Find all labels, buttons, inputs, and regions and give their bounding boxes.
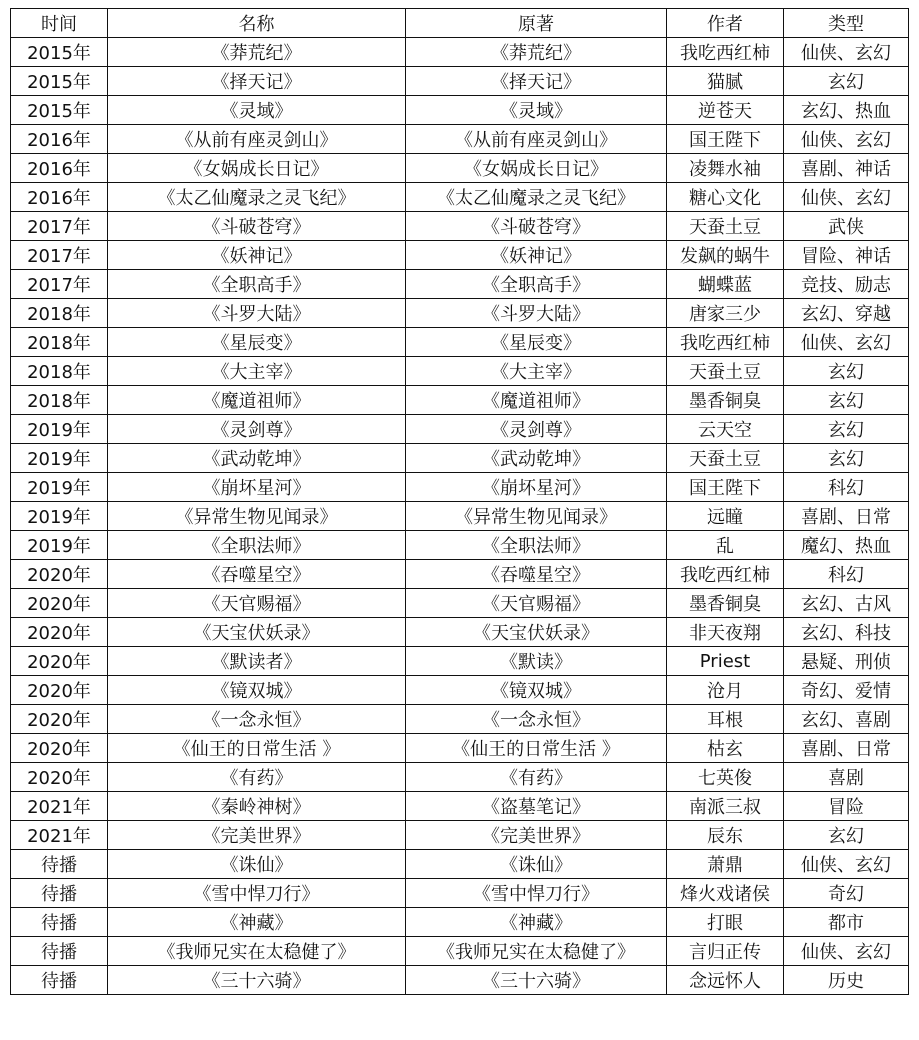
cell-genre: 仙侠、玄幻 (784, 125, 909, 154)
cell-original: 《太乙仙魔录之灵飞纪》 (406, 183, 667, 212)
table-row (11, 734, 909, 763)
cell-genre: 科幻 (784, 473, 909, 502)
cell-author: 国王陛下 (667, 125, 784, 154)
table-row (11, 531, 909, 560)
cell-genre: 玄幻 (784, 357, 909, 386)
cell-author: 天蚕土豆 (667, 444, 784, 473)
table-row (11, 705, 909, 734)
cell-genre: 玄幻 (784, 415, 909, 444)
cell-name: 《大主宰》 (108, 357, 406, 386)
cell-time: 2016年 (11, 154, 108, 183)
cell-time: 待播 (11, 879, 108, 908)
cell-genre: 玄幻 (784, 67, 909, 96)
cell-name: 《全职法师》 (108, 531, 406, 560)
cell-name: 《有药》 (108, 763, 406, 792)
cell-author: 念远怀人 (667, 966, 784, 995)
cell-author: 我吃西红柿 (667, 38, 784, 67)
table-row (11, 415, 909, 444)
cell-author: 国王陛下 (667, 473, 784, 502)
cell-genre: 悬疑、刑侦 (784, 647, 909, 676)
cell-original: 《神藏》 (406, 908, 667, 937)
cell-original: 《斗罗大陆》 (406, 299, 667, 328)
cell-genre: 奇幻 (784, 879, 909, 908)
cell-name: 《雪中悍刀行》 (108, 879, 406, 908)
cell-name: 《默读者》 (108, 647, 406, 676)
table-row (11, 850, 909, 879)
table-row (11, 937, 909, 966)
cell-author: 发飙的蜗牛 (667, 241, 784, 270)
cell-time: 待播 (11, 908, 108, 937)
cell-name: 《魔道祖师》 (108, 386, 406, 415)
header-time: 时间 (11, 9, 108, 38)
cell-genre: 玄幻、穿越 (784, 299, 909, 328)
cell-name: 《崩坏星河》 (108, 473, 406, 502)
cell-author: 南派三叔 (667, 792, 784, 821)
cell-name: 《从前有座灵剑山》 (108, 125, 406, 154)
cell-genre: 玄幻、科技 (784, 618, 909, 647)
cell-time: 2020年 (11, 589, 108, 618)
header-row (11, 9, 909, 38)
cell-genre: 竞技、励志 (784, 270, 909, 299)
cell-name: 《太乙仙魔录之灵飞纪》 (108, 183, 406, 212)
cell-name: 《三十六骑》 (108, 966, 406, 995)
cell-name: 《神藏》 (108, 908, 406, 937)
cell-time: 待播 (11, 966, 108, 995)
cell-author: 沧月 (667, 676, 784, 705)
cell-time: 2020年 (11, 560, 108, 589)
cell-time: 2020年 (11, 647, 108, 676)
cell-original: 《武动乾坤》 (406, 444, 667, 473)
cell-genre: 科幻 (784, 560, 909, 589)
cell-author: 非天夜翔 (667, 618, 784, 647)
cell-time: 2017年 (11, 241, 108, 270)
cell-name: 《完美世界》 (108, 821, 406, 850)
cell-genre: 仙侠、玄幻 (784, 850, 909, 879)
cell-genre: 冒险 (784, 792, 909, 821)
cell-original: 《吞噬星空》 (406, 560, 667, 589)
cell-original: 《大主宰》 (406, 357, 667, 386)
cell-name: 《斗破苍穹》 (108, 212, 406, 241)
table-row (11, 270, 909, 299)
cell-name: 《莽荒纪》 (108, 38, 406, 67)
cell-time: 2021年 (11, 821, 108, 850)
cell-original: 《斗破苍穹》 (406, 212, 667, 241)
cell-time: 2021年 (11, 792, 108, 821)
cell-genre: 玄幻、喜剧 (784, 705, 909, 734)
cell-original: 《仙王的日常生活 》 (406, 734, 667, 763)
cell-genre: 喜剧 (784, 763, 909, 792)
table-row (11, 763, 909, 792)
cell-original: 《魔道祖师》 (406, 386, 667, 415)
cell-genre: 武侠 (784, 212, 909, 241)
cell-time: 2020年 (11, 618, 108, 647)
cell-genre: 玄幻 (784, 444, 909, 473)
cell-time: 2019年 (11, 444, 108, 473)
cell-genre: 玄幻 (784, 821, 909, 850)
cell-author: 耳根 (667, 705, 784, 734)
table-row (11, 618, 909, 647)
cell-name: 《妖神记》 (108, 241, 406, 270)
cell-original: 《完美世界》 (406, 821, 667, 850)
header-genre: 类型 (784, 9, 909, 38)
cell-original: 《默读》 (406, 647, 667, 676)
cell-author: 逆苍天 (667, 96, 784, 125)
cell-genre: 玄幻 (784, 386, 909, 415)
table-row (11, 473, 909, 502)
table-row (11, 792, 909, 821)
table-row (11, 908, 909, 937)
cell-original: 《妖神记》 (406, 241, 667, 270)
cell-time: 2018年 (11, 386, 108, 415)
cell-name: 《镜双城》 (108, 676, 406, 705)
cell-name: 《斗罗大陆》 (108, 299, 406, 328)
cell-original: 《异常生物见闻录》 (406, 502, 667, 531)
cell-name: 《择天记》 (108, 67, 406, 96)
cell-original: 《择天记》 (406, 67, 667, 96)
table-row (11, 212, 909, 241)
cell-genre: 仙侠、玄幻 (784, 38, 909, 67)
cell-original: 《三十六骑》 (406, 966, 667, 995)
cell-time: 2019年 (11, 415, 108, 444)
table-row (11, 966, 909, 995)
cell-genre: 玄幻、热血 (784, 96, 909, 125)
cell-name: 《仙王的日常生活 》 (108, 734, 406, 763)
cell-time: 2018年 (11, 299, 108, 328)
cell-genre: 魔幻、热血 (784, 531, 909, 560)
table-row (11, 125, 909, 154)
cell-time: 2016年 (11, 125, 108, 154)
cell-author: 天蚕土豆 (667, 212, 784, 241)
cell-genre: 喜剧、日常 (784, 502, 909, 531)
table-row (11, 589, 909, 618)
cell-genre: 奇幻、爱情 (784, 676, 909, 705)
table-row (11, 38, 909, 67)
cell-name: 《女娲成长日记》 (108, 154, 406, 183)
table-row (11, 67, 909, 96)
cell-original: 《一念永恒》 (406, 705, 667, 734)
cell-time: 2019年 (11, 531, 108, 560)
cell-genre: 仙侠、玄幻 (784, 183, 909, 212)
header-author: 作者 (667, 9, 784, 38)
cell-time: 2017年 (11, 270, 108, 299)
cell-time: 2020年 (11, 763, 108, 792)
cell-author: 烽火戏诸侯 (667, 879, 784, 908)
cell-original: 《全职高手》 (406, 270, 667, 299)
cell-original: 《崩坏星河》 (406, 473, 667, 502)
cell-original: 《我师兄实在太稳健了》 (406, 937, 667, 966)
cell-name: 《异常生物见闻录》 (108, 502, 406, 531)
cell-genre: 历史 (784, 966, 909, 995)
cell-name: 《天宝伏妖录》 (108, 618, 406, 647)
table-row (11, 154, 909, 183)
cell-author: 唐家三少 (667, 299, 784, 328)
header-name: 名称 (108, 9, 406, 38)
table-row (11, 647, 909, 676)
cell-author: 墨香铜臭 (667, 589, 784, 618)
cell-original: 《天官赐福》 (406, 589, 667, 618)
table-row (11, 183, 909, 212)
cell-time: 2015年 (11, 96, 108, 125)
header-original: 原著 (406, 9, 667, 38)
cell-genre: 都市 (784, 908, 909, 937)
cell-genre: 仙侠、玄幻 (784, 937, 909, 966)
cell-time: 2018年 (11, 357, 108, 386)
cell-genre: 喜剧、日常 (784, 734, 909, 763)
cell-author: 凌舞水袖 (667, 154, 784, 183)
cell-original: 《灵域》 (406, 96, 667, 125)
cell-name: 《诛仙》 (108, 850, 406, 879)
cell-original: 《灵剑尊》 (406, 415, 667, 444)
cell-original: 《有药》 (406, 763, 667, 792)
cell-name: 《我师兄实在太稳健了》 (108, 937, 406, 966)
cell-author: 猫腻 (667, 67, 784, 96)
cell-time: 2015年 (11, 67, 108, 96)
cell-name: 《吞噬星空》 (108, 560, 406, 589)
cell-author: 云天空 (667, 415, 784, 444)
table-row (11, 386, 909, 415)
cell-author: 墨香铜臭 (667, 386, 784, 415)
cell-name: 《灵剑尊》 (108, 415, 406, 444)
cell-original: 《天宝伏妖录》 (406, 618, 667, 647)
table-row (11, 560, 909, 589)
cell-original: 《星辰变》 (406, 328, 667, 357)
table-row (11, 821, 909, 850)
cell-time: 2016年 (11, 183, 108, 212)
cell-author: 我吃西红柿 (667, 328, 784, 357)
table-row (11, 444, 909, 473)
table-row (11, 502, 909, 531)
cell-original: 《女娲成长日记》 (406, 154, 667, 183)
cell-time: 2020年 (11, 676, 108, 705)
cell-name: 《全职高手》 (108, 270, 406, 299)
table-row (11, 96, 909, 125)
cell-author: 糖心文化 (667, 183, 784, 212)
cell-time: 2018年 (11, 328, 108, 357)
cell-author: 枯玄 (667, 734, 784, 763)
cell-author: 天蚕土豆 (667, 357, 784, 386)
cell-original: 《盗墓笔记》 (406, 792, 667, 821)
cell-author: 我吃西红柿 (667, 560, 784, 589)
cell-author: 乱 (667, 531, 784, 560)
cell-genre: 冒险、神话 (784, 241, 909, 270)
cell-time: 待播 (11, 937, 108, 966)
table-row (11, 879, 909, 908)
anime-list-table (10, 8, 909, 995)
table-row (11, 328, 909, 357)
cell-name: 《秦岭神树》 (108, 792, 406, 821)
table-row (11, 299, 909, 328)
cell-genre: 仙侠、玄幻 (784, 328, 909, 357)
table-row (11, 676, 909, 705)
cell-time: 2017年 (11, 212, 108, 241)
cell-genre: 玄幻、古风 (784, 589, 909, 618)
cell-name: 《灵域》 (108, 96, 406, 125)
cell-time: 2020年 (11, 734, 108, 763)
cell-name: 《星辰变》 (108, 328, 406, 357)
cell-time: 待播 (11, 850, 108, 879)
cell-time: 2019年 (11, 473, 108, 502)
cell-name: 《天官赐福》 (108, 589, 406, 618)
cell-genre: 喜剧、神话 (784, 154, 909, 183)
cell-original: 《莽荒纪》 (406, 38, 667, 67)
cell-author: 打眼 (667, 908, 784, 937)
cell-original: 《诛仙》 (406, 850, 667, 879)
cell-time: 2020年 (11, 705, 108, 734)
cell-name: 《武动乾坤》 (108, 444, 406, 473)
cell-author: 蝴蝶蓝 (667, 270, 784, 299)
cell-original: 《全职法师》 (406, 531, 667, 560)
cell-name: 《一念永恒》 (108, 705, 406, 734)
table-row (11, 241, 909, 270)
cell-author: 辰东 (667, 821, 784, 850)
cell-author: Priest (667, 647, 784, 676)
cell-author: 言归正传 (667, 937, 784, 966)
cell-original: 《镜双城》 (406, 676, 667, 705)
cell-author: 远瞳 (667, 502, 784, 531)
cell-time: 2015年 (11, 38, 108, 67)
table-body (11, 38, 909, 995)
table-header (11, 9, 909, 38)
cell-author: 七英俊 (667, 763, 784, 792)
cell-original: 《雪中悍刀行》 (406, 879, 667, 908)
cell-author: 萧鼎 (667, 850, 784, 879)
table-row (11, 357, 909, 386)
cell-time: 2019年 (11, 502, 108, 531)
cell-original: 《从前有座灵剑山》 (406, 125, 667, 154)
